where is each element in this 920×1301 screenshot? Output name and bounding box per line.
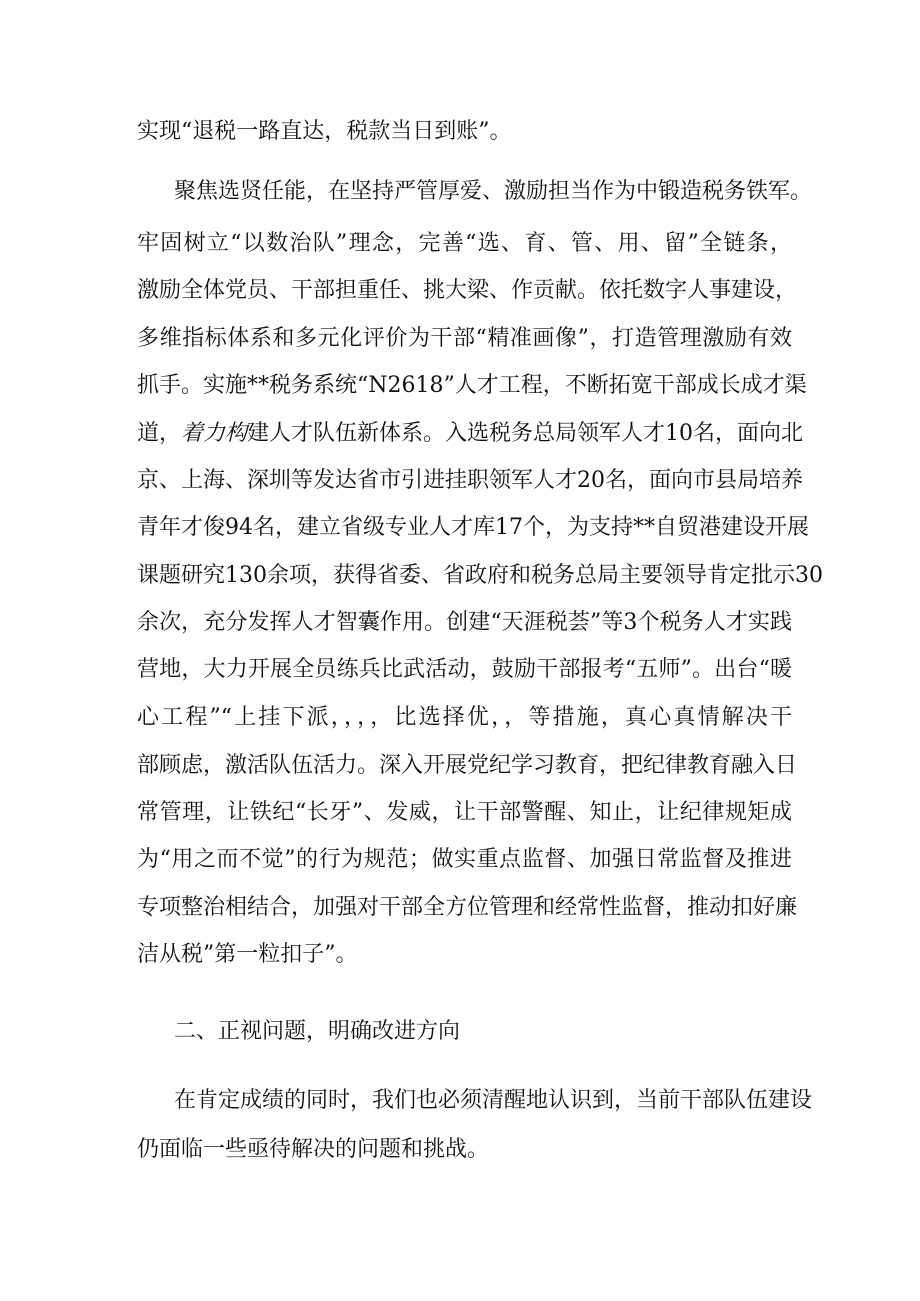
text-line: 部顾虑，激活队伍活力。深入开展党纪学习教育，把纪律教育融入日 <box>137 753 798 778</box>
section-heading: 二、正视问题，明确改进方向 <box>174 1019 461 1044</box>
text-line: 营地，大力开展全员练兵比武活动，鼓励干部报考“五师”。出台“暖 <box>137 657 792 682</box>
text-line: 专项整治相结合，加强对干部全方位管理和经常性监督，推动扣好廉 <box>137 895 798 920</box>
text-line-mixed <box>137 416 804 452</box>
text-line: 常管理，让铁纪“长牙”、发威，让干部警醒、知止，让纪律规矩成 <box>137 800 792 825</box>
text-line: 京、上海、深圳等发达省市引进挂职领军人才20名，面向市县局培养 <box>137 468 803 493</box>
text-line: 余次，充分发挥人才智囊作用。创建“天涯税荟”等3个税务人才实践 <box>137 610 792 635</box>
text-line: 心工程”“上挂下派，，，，比选择优，，等措施，真心真情解决干 <box>137 705 792 730</box>
text-line: 为“用之而不觉”的行为规范；做实重点监督、加强日常监督及推进 <box>137 847 792 872</box>
text-line: 抓手。实施**税务系统“N2618”人才工程，不断拓宽干部成长成才渠 <box>137 373 807 398</box>
text-line: 洁从税”第一粒扣子”。 <box>137 942 358 967</box>
text-line: 课题研究130余项，获得省委、省政府和税务总局主要领导肯定批示30 <box>137 563 823 588</box>
text-line: 仍面临一些亟待解决的问题和挑战。 <box>137 1137 490 1162</box>
text-fragment: 建人才队伍新体系。入选税务总局领军人才10名，面向北 <box>247 421 804 446</box>
text-line: 牢固树立“以数治队”理念，完善“选、育、管、用、留”全链条， <box>137 231 792 256</box>
italic-text-fragment: 着力构 <box>181 421 248 446</box>
text-line: 实现“退税一路直达，税款当日到账”。 <box>137 119 512 144</box>
text-fragment: 道， <box>137 421 182 446</box>
text-line: 聚焦选贤任能，在坚持严管厚爱、激励担当作为中锻造税务铁军。 <box>174 179 813 204</box>
text-line: 多维指标体系和多元化评价为干部“精准画像”，打造管理激励有效 <box>137 326 792 351</box>
text-line: 青年才俊94名，建立省级专业人才库17个，为支持**自贸港建设开展 <box>137 515 809 540</box>
text-line: 激励全体党员、干部担重任、挑大梁、作贡献。依托数字人事建设， <box>137 278 798 303</box>
text-line: 在肯定成绩的同时，我们也必须清醒地认识到，当前干部队伍建设 <box>174 1088 813 1113</box>
